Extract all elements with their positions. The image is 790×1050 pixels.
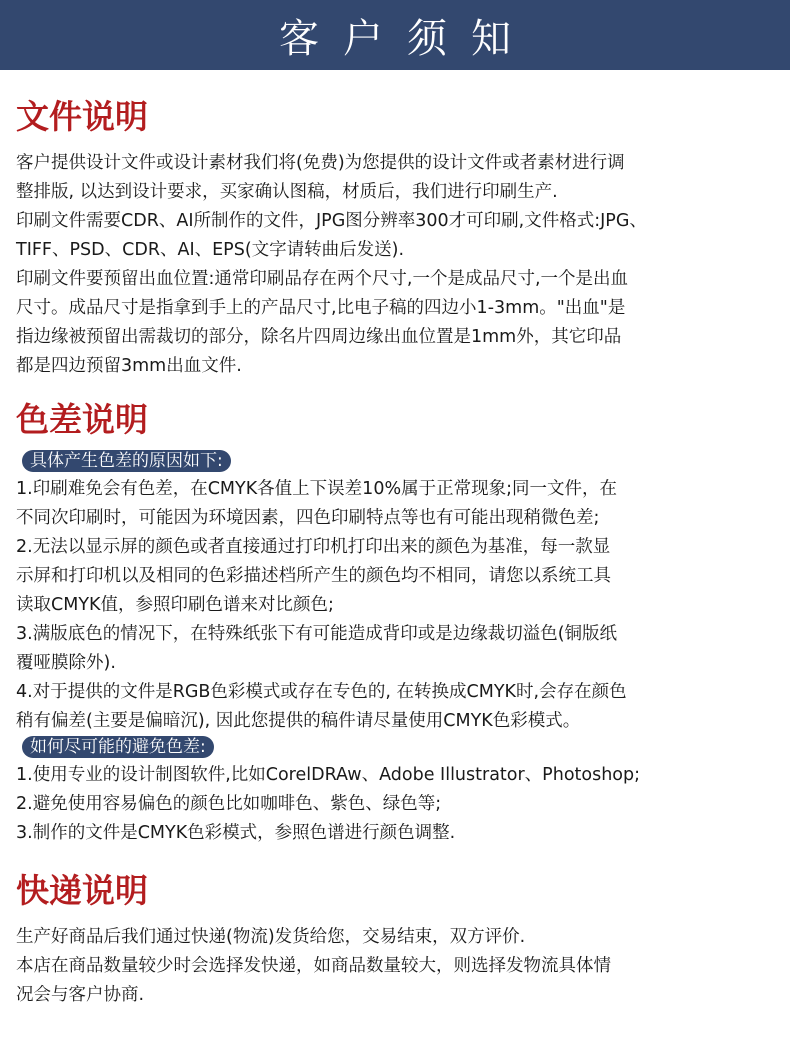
delivery-section — [16, 871, 776, 1010]
color-avoid-list — [16, 761, 776, 848]
text-line: TIFF、PSD、CDR、AI、EPS(文字请转曲后发送). — [16, 240, 405, 260]
content — [0, 97, 790, 1010]
text-line: 1.使用专业的设计制图软件,比如CorelDRAw、Adobe Illustrator、Photoshop; — [16, 765, 641, 785]
text-line: 1.印刷难免会有色差，在CMYK各值上下误差10%属于正常现象;同一文件，在 — [16, 479, 617, 499]
color-reason-tag: 具体产生色差的原因如下: — [22, 450, 231, 472]
text-line: 不同次印刷时，可能因为环境因素，四色印刷特点等也有可能出现稍微色差; — [16, 508, 600, 528]
file-section-title: 文件说明 — [16, 97, 148, 136]
color-reason-tag-row — [16, 450, 776, 472]
file-section-body — [16, 149, 776, 381]
text-line: 本店在商品数量较少时会选择发快递，如商品数量较大，则选择发物流具体情 — [16, 956, 611, 976]
text-line: 3.制作的文件是CMYK色彩模式，参照色谱进行颜色调整. — [16, 823, 456, 843]
text-line: 都是四边预留3mm出血文件. — [16, 356, 242, 376]
text-line: 3.满版底色的情况下，在特殊纸张下有可能造成背印或是边缘裁切溢色(铜版纸 — [16, 624, 618, 644]
text-line: 示屏和打印机以及相同的色彩描述档所产生的颜色均不相同，请您以系统工具 — [16, 566, 611, 586]
text-line: 2.避免使用容易偏色的颜色比如咖啡色、紫色、绿色等; — [16, 794, 442, 814]
text-line: 生产好商品后我们通过快递(物流)发货给您，交易结束，双方评价. — [16, 927, 526, 947]
text-line: 覆哑膜除外). — [16, 653, 116, 673]
color-section — [16, 400, 776, 848]
delivery-section-body — [16, 923, 776, 1010]
text-line: 客户提供设计文件或设计素材我们将(免费)为您提供的设计文件或者素材进行调 — [16, 153, 625, 173]
text-line: 整排版, 以达到设计要求，买家确认图稿，材质后，我们进行印刷生产. — [16, 182, 558, 202]
page-title: 客户须知 — [279, 15, 535, 62]
color-reasons — [16, 475, 776, 736]
delivery-section-title: 快递说明 — [16, 871, 148, 910]
text-line: 况会与客户协商. — [16, 985, 145, 1005]
text-line: 稍有偏差(主要是偏暗沉), 因此您提供的稿件请尽量使用CMYK色彩模式。 — [16, 711, 581, 731]
text-line: 4.对于提供的文件是RGB色彩模式或存在专色的, 在转换成CMYK时,会存在颜色 — [16, 682, 627, 702]
text-line: 读取CMYK值，参照印刷色谱来对比颜色; — [16, 595, 334, 615]
page-header — [0, 0, 790, 70]
text-line: 尺寸。成品尺寸是指拿到手上的产品尺寸,比电子稿的四边小1-3mm。"出血"是 — [16, 298, 626, 318]
text-line: 印刷文件要预留出血位置:通常印刷品存在两个尺寸,一个是成品尺寸,一个是出血 — [16, 269, 629, 289]
file-section — [16, 97, 776, 381]
color-avoid-tag: 如何尽可能的避免色差: — [22, 736, 214, 758]
color-avoid-tag-row — [16, 736, 776, 758]
text-line: 指边缘被预留出需裁切的部分，除名片四周边缘出血位置是1mm外，其它印品 — [16, 327, 622, 347]
color-section-title: 色差说明 — [16, 400, 148, 439]
text-line: 2.无法以显示屏的颜色或者直接通过打印机打印出来的颜色为基准，每一款显 — [16, 537, 611, 557]
text-line: 印刷文件需要CDR、AI所制作的文件，JPG图分辨率300才可印刷,文件格式:JPG、 — [16, 211, 647, 231]
